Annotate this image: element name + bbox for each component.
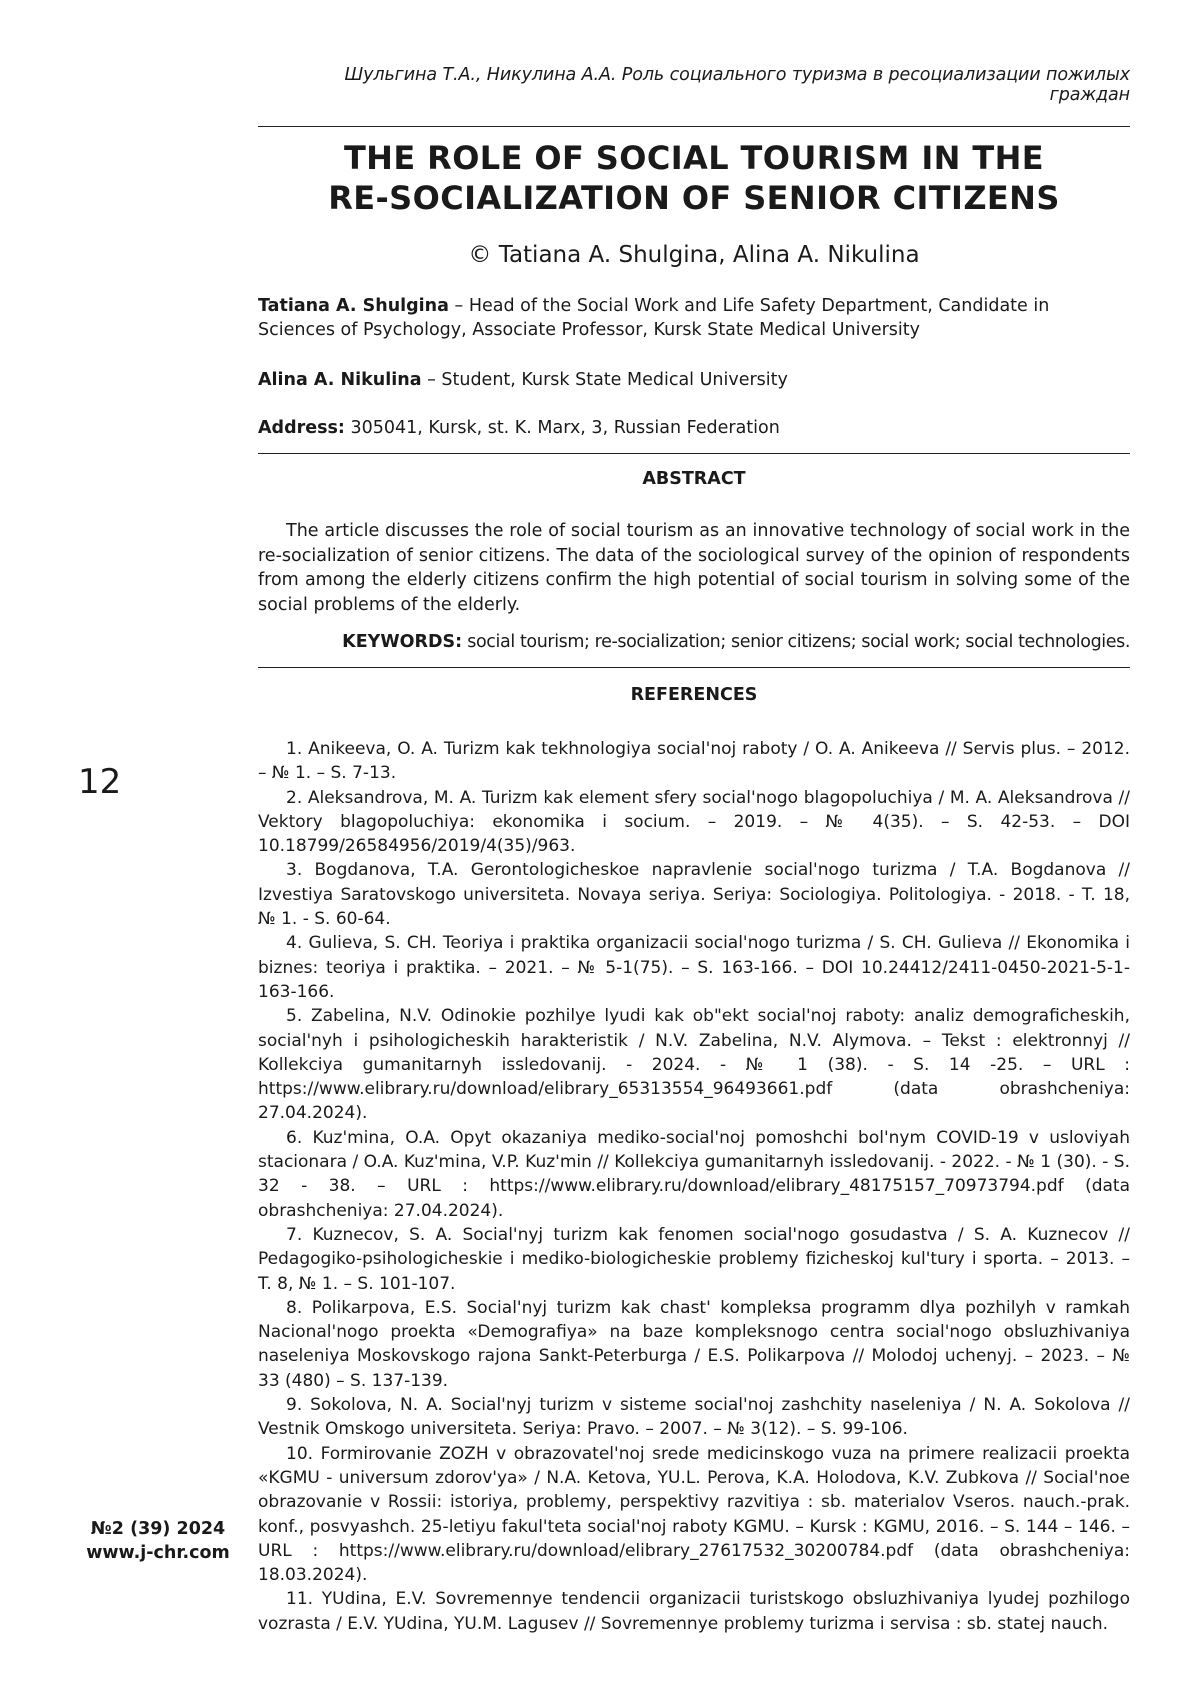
page-number: 12 (78, 762, 122, 802)
reference-item: 10. Formirovanie ZOZH v obrazovatel'noj srede medicinskogo vuza na primere realizacii proekta «KGMU - universum zdorov'ya» / N.A. Ketova, YU.L. Perova, K.A. Holodova, K.V. Zubkova // Social'noe obrazovanie v Rossii: istoriya, problemy, perspektivy razvitiya : sb. materialov Vseros. nauch.-prak. konf., posvyashch. 25-letiyu fakul'teta social'noj raboty KGMU. – Kursk : KGMU, 2016. – S. 144 – 146. – URL : https://www.elibrary.ru/download/elibrary_27617532_30200784.pdf (data obrashcheniya: 18.03.2024). (258, 1443, 1130, 1586)
issue-number: №2 (39) 2024 (90, 1519, 226, 1539)
reference-item: 7. Kuznecov, S. A. Social'nyj turizm kak fenomen social'nogo gosudastva / S. A. Kuznecov // Pedagogiko-psihologicheskie i mediko-biologicheskie problemy fizicheskoj kul'tury i sporta. – 2013. – T. 8, № 1. – S. 101-107. (258, 1224, 1130, 1294)
address-text: 305041, Kursk, st. K. Marx, 3, Russian Federation (344, 418, 780, 438)
title-line-2: RE-SOCIALIZATION OF SENIOR CITIZENS (328, 179, 1060, 217)
reference-item: 6. Kuz'mina, O.A. Opyt okazaniya mediko-social'noj pomoshchi bol'nym COVID-19 v usloviyah stacionara / O.A. Kuz'mina, V.P. Kuz'min // Kollekciya gumanitarnyh issledovanij. - 2022. - № 1 (30). - S. 32 - 38. – URL : https://www.elibrary.ru/download/elibrary_48175157_70973794.pdf (data obrashcheniya: 27.04.2024). (258, 1127, 1130, 1221)
author-affiliation-text-1: – Head of the Social Work and Life Safety Department, Candidate in Sciences of Psychology, Associate Professor, Kursk State Medical University (258, 296, 1050, 340)
authors-line: © Tatiana A. Shulgina, Alina A. Nikulina (468, 242, 920, 268)
references-list (258, 737, 1130, 1636)
header-divider (258, 126, 1130, 127)
keywords-label: KEYWORDS: (342, 632, 463, 652)
reference-item: 3. Bogdanova, T.A. Gerontologicheskoe napravlenie social'nogo turizma / T.A. Bogdanova // Izvestiya Saratovskogo universiteta. Novaya seriya. Seriya: Sociologiya. Politologiya. - 2018. - T. 18, № 1. - S. 60-64. (258, 860, 1130, 930)
keywords-divider (258, 667, 1130, 668)
address-label: Address: (258, 418, 345, 438)
running-header: Шульгина Т.А., Никулина А.А. Роль социального туризма в ресоциализации пожилых граждан (344, 65, 1130, 105)
reference-item: 9. Sokolova, N. A. Social'nyj turizm v sisteme social'noj zashchity naseleniya / N. A. Sokolova // Vestnik Omskogo universiteta. Seriya: Pravo. – 2007. – № 3(12). – S. 99-106. (258, 1395, 1130, 1440)
journal-website: www.j-chr.com (86, 1543, 230, 1563)
abstract-body: The article discusses the role of social tourism as an innovative technology of social work in the re-socialization of senior citizens. The data of the sociological survey of the opinion of respondents from among the elderly citizens confirm the high potential of social tourism in solving some of the social problems of the elderly. (258, 521, 1130, 615)
author-name-1: Tatiana A. Shulgina (258, 296, 449, 316)
author-affiliation-2 (258, 368, 1130, 392)
references-heading: REFERENCES (630, 685, 758, 705)
author-affiliation-1 (258, 294, 1130, 342)
keywords (258, 632, 1130, 652)
reference-item: 1. Anikeeva, O. A. Turizm kak tekhnologiya social'noj raboty / O. A. Anikeeva // Servis plus. – 2012. – № 1. – S. 7-13. (258, 739, 1130, 784)
author-affiliation-text-2: – Student, Kursk State Medical University (421, 370, 788, 390)
affiliation-divider (258, 453, 1130, 454)
address (258, 416, 1130, 440)
article-title (258, 138, 1130, 218)
journal-footer (78, 1517, 238, 1565)
reference-item: 5. Zabelina, N.V. Odinokie pozhilye lyudi kak ob"ekt social'noj raboty: analiz demograficheskih, social'nyh i psihologicheskih harakteristik / N.V. Zabelina, N.V. Alymova. – Tekst : elektronnyj // Kollekciya gumanitarnyh issledovanij. - 2024. - № 1 (38). - S. 14 -25. – URL : https://www.elibrary.ru/download/elibrary_65313554_96493661.pdf (data obrashcheniya: 27.04.2024). (258, 1006, 1130, 1124)
abstract-heading: ABSTRACT (642, 469, 746, 489)
reference-item: 11. YUdina, E.V. Sovremennye tendencii organizacii turistskogo obsluzhivaniya lyudej pozhilogo vozrasta / E.V. YUdina, YU.M. Lagusev // Sovremennye problemy turizma i servisa : sb. statej nauch. (258, 1589, 1130, 1634)
keywords-text: social tourism; re-socialization; senior citizens; social work; social technologies. (462, 632, 1130, 652)
author-name-2: Alina A. Nikulina (258, 370, 422, 390)
title-line-1: THE ROLE OF SOCIAL TOURISM IN THE (343, 139, 1045, 177)
reference-item: 4. Gulieva, S. CH. Teoriya i praktika organizacii social'nogo turizma / S. CH. Gulieva // Ekonomika i biznes: teoriya i praktika. – 2021. – № 5-1(75). – S. 163-166. – DOI 10.24412/2411-0450-2021-5-1-163-166. (258, 933, 1130, 1002)
reference-item: 2. Aleksandrova, M. A. Turizm kak element sfery social'nogo blagopoluchiya / M. A. Aleksandrova // Vektory blagopoluchiya: ekonomika i socium. – 2019. – № 4(35). – S. 42-53. – DOI 10.18799/26584956/2019/4(35)/963. (258, 787, 1130, 857)
reference-item: 8. Polikarpova, E.S. Social'nyj turizm kak chast' kompleksa programm dlya pozhilyh v ramkah Nacional'nogo proekta «Demografiya» na baze kompleksnogo centra social'nogo obsluzhivaniya naseleniya Moskovskogo rajona Sankt-Peterburga / E.S. Polikarpova // Molodoj uchenyj. – 2023. – № 33 (480) – S. 137-139. (258, 1297, 1130, 1391)
